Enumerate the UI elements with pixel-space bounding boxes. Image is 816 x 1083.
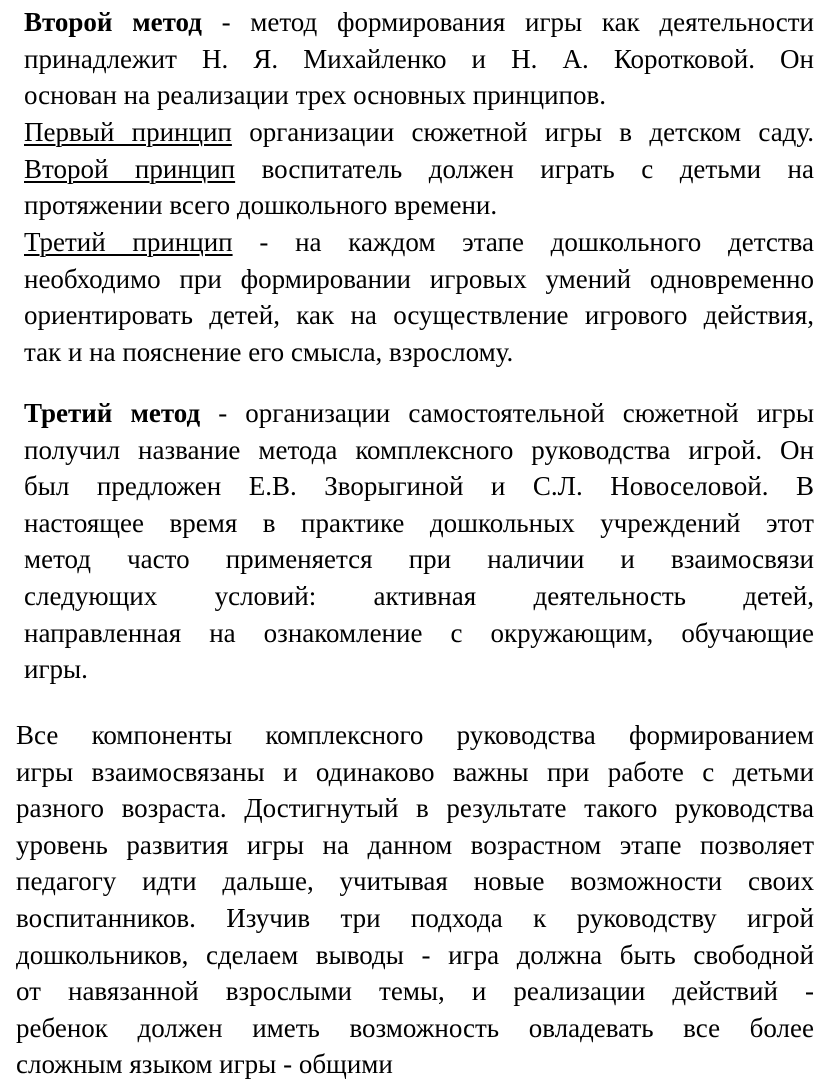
text-line: сложным языком игры - общими xyxy=(16,1049,393,1080)
principles-one-two xyxy=(24,114,814,224)
text-line: Все компоненты комплексного руководства формированием xyxy=(16,720,814,750)
text-line: игры взаимосвязаны и одинаково важны при работе с детьми xyxy=(16,756,814,787)
text-line: ориентировать детей, как на осуществление игрового действия, xyxy=(24,300,814,331)
text-line: от навязанной взрослыми темы, и реализации действий - xyxy=(16,976,814,1007)
principle-heading: Второй принцип xyxy=(24,153,236,184)
text-line: получил название метода комплексного руководства игрой. Он xyxy=(24,434,814,465)
paragraph-third-method xyxy=(24,395,814,688)
text-line: педагогу идти дальше, учитывая новые возможности своих xyxy=(16,866,814,897)
paragraph-second-method xyxy=(24,4,814,114)
text-line: воспитанников. Изучив три подхода к руководству игрой xyxy=(16,902,814,933)
text-line: уровень развития игры на данном возрастном этапе позволяет xyxy=(16,829,814,860)
text-line: Третий принцип - на каждом этапе дошкольного детства xyxy=(24,227,814,257)
text-line: направленная на ознакомление с окружающим, обучающие xyxy=(24,617,814,648)
text-line: настоящее время в практике дошкольных учреждений этот xyxy=(24,507,814,538)
text-line: метод часто применяется при наличии и взаимосвязи xyxy=(24,544,814,575)
text-line: Второй метод - метод формирования игры как деятельности xyxy=(24,7,814,37)
text-line: основан на реализации трех основных принципов. xyxy=(24,80,606,111)
text-line: разного возраста. Достигнутый в результате такого руководства xyxy=(16,793,814,824)
text-line: Третий метод - организации самостоятельной сюжетной игры xyxy=(24,398,814,428)
text-line: Второй принцип воспитатель должен играть с детьми на xyxy=(24,153,814,184)
method-heading: Второй метод xyxy=(24,7,202,37)
principle-heading: Третий принцип xyxy=(24,227,233,257)
principle-three xyxy=(24,224,814,370)
text-line: был предложен Е.В. Зворыгиной и С.Л. Новоселовой. В xyxy=(24,471,814,502)
text-line: протяжении всего дошкольного времени. xyxy=(24,190,498,221)
paragraph-conclusion xyxy=(16,717,814,1083)
text-line: дошкольников, сделаем выводы - игра должна быть свободной xyxy=(16,939,814,970)
text-line: принадлежит Н. Я. Михайленко и Н. А. Коротковой. Он xyxy=(24,43,814,74)
text-line: Первый принцип организации сюжетной игры в детском саду. xyxy=(24,117,814,147)
text-line: следующих условий: активная деятельность детей, xyxy=(24,580,814,611)
text-line: ребенок должен иметь возможность овладевать все более xyxy=(16,1012,814,1043)
text-line: игры. xyxy=(24,654,88,685)
text-line: необходимо при формировании игровых умений одновременно xyxy=(24,263,814,294)
principle-heading: Первый принцип xyxy=(24,117,232,147)
method-heading: Третий метод xyxy=(24,398,201,428)
text-line: так и на пояснение его смысла, взрослому. xyxy=(24,336,514,367)
